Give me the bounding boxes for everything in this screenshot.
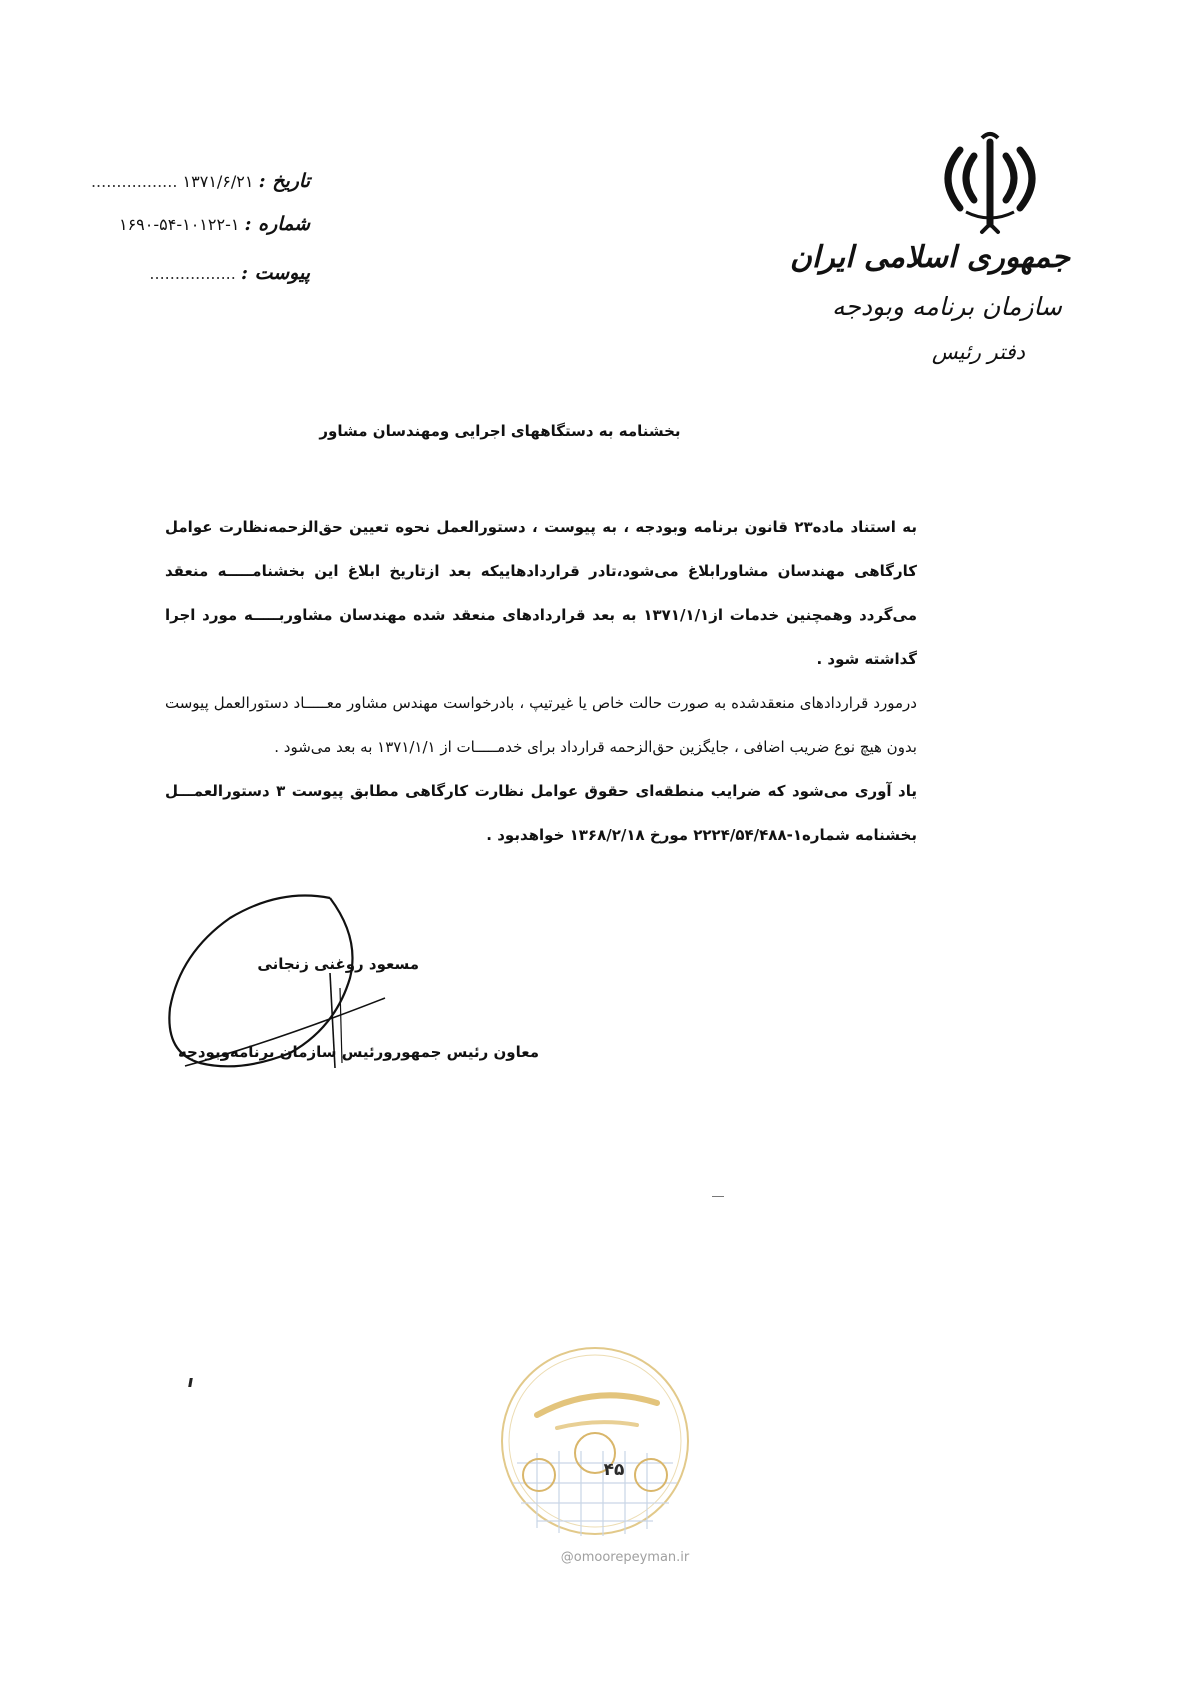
number-label: شماره :: [244, 213, 310, 235]
date-dots: .................: [90, 172, 178, 191]
paragraph-1: به استناد ماده۲۳ قانون برنامه وبودجه ، به پیوست ، دستورالعمل نحوه تعیین حق‌الزحمه‌نظارت عوامل کارگاهی مهندسان مشاورابلاغ می‌شود،تادر قراردادهاییکه بعد ازتاریخ ابلاغ این بخشنامـــــه منعقد می‌گردد وهمچنین خدمات از۱۳۷۱/۱/۱ به بعد قراردادهای منعقد شده مهندسان مشاوربـــــه مورد اجرا گداشته شود .: [165, 518, 917, 668]
attachment-label: پیوست :: [240, 262, 310, 284]
subject-line: بخشنامه به دستگاههای اجرایی ومهندسان مشاور: [319, 422, 681, 440]
watermark-site: @omoorepeyman.ir: [560, 1550, 690, 1565]
number-value: ۱-۱۰۱۲۲-۵۴-۱۶۹۰: [118, 215, 240, 234]
date-row: [91, 170, 310, 192]
attachment-dots: .................: [149, 264, 236, 283]
page-number: ۴۵: [603, 1460, 625, 1480]
signer-name: مسعود روغنی زنجانی: [257, 955, 419, 973]
paragraph-3: یاد آوری می‌شود که ضرایب منطقه‌ای حقوق عوامل نظارت کارگاهی مطابق پیوست ۳ دستورالعمـــل بخشنامه شماره۱-۲۲۲۴/۵۴/۴۸۸ مورخ ۱۳۶۸/۲/۱۸ خواهدبود .: [165, 782, 918, 844]
stray-mark: [712, 1196, 724, 1197]
number-row: [119, 213, 310, 235]
date-label: تاریخ :: [258, 170, 310, 192]
organization-name: سازمان برنامه وبودجه: [832, 292, 1062, 321]
republic-name: جمهوری اسلامی ایران: [789, 240, 1070, 275]
signer-title: معاون رئیس جمهورورئیس سازمان برنامه‌وبودجه: [177, 1043, 539, 1061]
office-name: دفتر رئیس: [931, 340, 1025, 364]
attachment-row: [149, 262, 310, 284]
letter-body: [165, 505, 917, 857]
watermark-seal: [497, 1343, 693, 1539]
date-value: ۱۳۷۱/۶/۲۱: [182, 172, 254, 191]
paragraph-2: درمورد قراردادهای منعقدشده به صورت حالت خاص یا غیرتیپ ، بادرخواست مهندس مشاور معـــــاد دستورالعمل پیوست بدون هیچ نوع ضریب اضافی ، جایگزین حق‌الزحمه قرارداد برای خدمـــــات از ۱۳۷۱/۱/۱ به بعد می‌شود .: [165, 694, 917, 756]
stray-tick: [188, 1378, 193, 1387]
emblem-icon: [930, 128, 1050, 238]
